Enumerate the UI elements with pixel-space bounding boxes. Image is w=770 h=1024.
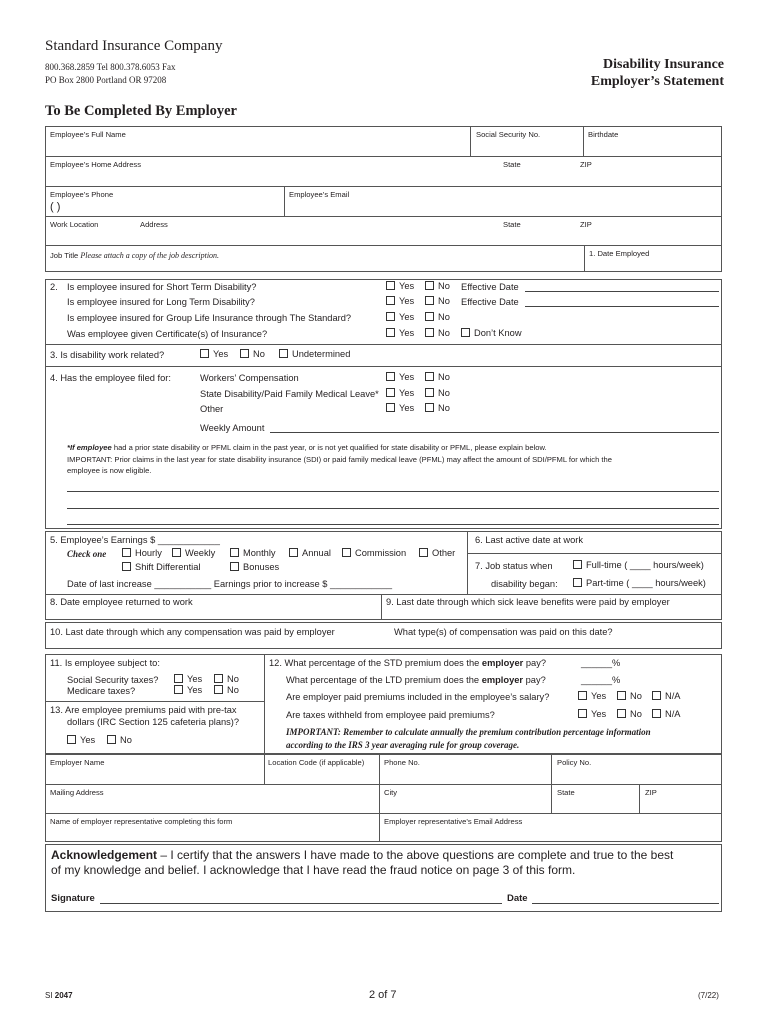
checkbox-icon xyxy=(386,372,395,381)
q11-ss-no[interactable]: No xyxy=(214,674,239,684)
q11-med-no[interactable]: No xyxy=(214,685,239,695)
representative-email-field[interactable]: Employer representative’s Email Address xyxy=(384,817,523,826)
q4-other-yes[interactable]: Yes xyxy=(386,403,414,413)
q12-incl-no[interactable]: No xyxy=(617,691,642,701)
q2-cert-dont-know[interactable]: Don’t Know xyxy=(461,328,522,338)
q2-ltd-effective-date[interactable]: Effective Date xyxy=(461,297,519,307)
form-title-1: Disability Insurance xyxy=(603,57,724,72)
q11-med-yes[interactable]: Yes xyxy=(174,685,202,695)
checkbox-icon xyxy=(174,674,183,683)
checkbox-icon xyxy=(419,548,428,557)
q7-job-status: 7. Job status when xyxy=(475,561,553,571)
q4-other: Other xyxy=(200,404,224,414)
checkbox-icon xyxy=(214,685,223,694)
q5-annual[interactable]: Annual xyxy=(289,548,331,558)
q4-workers-comp: Workers’ Compensation xyxy=(200,373,299,383)
q5-bonuses[interactable]: Bonuses xyxy=(230,562,279,572)
phone-field[interactable]: Employee’s Phone xyxy=(50,190,114,199)
q2-cert-question: Was employee given Certificate(s) of Insurance? xyxy=(67,329,268,339)
q2-life-no[interactable]: No xyxy=(425,312,450,322)
home-zip-field[interactable]: ZIP xyxy=(580,160,592,169)
checkbox-icon xyxy=(573,578,582,587)
page-number: 2 of 7 xyxy=(369,989,397,1001)
q3-undetermined[interactable]: Undetermined xyxy=(279,349,350,359)
checkbox-icon xyxy=(174,685,183,694)
employer-name-field[interactable]: Employer Name xyxy=(50,758,105,767)
q7-disability-began: disability began: xyxy=(491,579,558,589)
full-name-field[interactable]: Employee’s Full Name xyxy=(50,130,126,139)
q12-included-salary: Are employer paid premiums included in the employee’s salary? xyxy=(286,692,550,702)
checkbox-icon xyxy=(617,691,626,700)
checkbox-icon xyxy=(578,691,587,700)
q4-wc-yes[interactable]: Yes xyxy=(386,372,414,382)
checkbox-icon xyxy=(386,296,395,305)
q12-ltd-percentage: What percentage of the LTD premium does the employer pay? xyxy=(286,675,546,685)
q12-tax-na[interactable]: N/A xyxy=(652,709,681,719)
email-field[interactable]: Employee’s Email xyxy=(289,190,350,199)
checkbox-icon xyxy=(289,548,298,557)
date-employed-field[interactable]: 1. Date Employed xyxy=(589,249,650,258)
checkbox-icon xyxy=(200,349,209,358)
q2-std-effective-date[interactable]: Effective Date xyxy=(461,282,519,292)
phone-area-code: ( ) xyxy=(50,201,61,213)
checkbox-icon xyxy=(617,709,626,718)
q12-incl-yes[interactable]: Yes xyxy=(578,691,606,701)
q11-social-security: Social Security taxes? xyxy=(67,675,159,685)
q4-question: 4. Has the employee filed for: xyxy=(50,373,171,383)
work-location-field[interactable]: Work Location xyxy=(50,220,99,229)
form-number: SI 2047 xyxy=(45,991,73,1000)
q2-life-question: Is employee insured for Group Life Insurance through The Standard? xyxy=(67,313,352,323)
q2-ltd-yes[interactable]: Yes xyxy=(386,296,414,306)
checkbox-icon xyxy=(386,388,395,397)
job-title-field[interactable]: Job Title Please attach a copy of the job description. xyxy=(50,251,220,260)
company-phones: 800.368.2859 Tel 800.378.6053 Fax xyxy=(45,62,176,72)
q5-last-increase[interactable]: Date of last increase ___________ Earnings prior to increase $ ____________ xyxy=(67,579,393,589)
acknowledgement-text-1: Acknowledgement – I certify that the answers I have made to the above questions are complete and true to the best xyxy=(51,848,674,862)
q3-question: 3. Is disability work related? xyxy=(50,350,165,360)
q2-life-yes[interactable]: Yes xyxy=(386,312,414,322)
q13-question-2: dollars (IRC Section 125 cafeteria plans)? xyxy=(67,717,240,727)
q3-yes[interactable]: Yes xyxy=(200,349,228,359)
company-name: Standard Insurance Company xyxy=(45,38,223,54)
q5-shift-differential[interactable]: Shift Differential xyxy=(122,562,200,572)
q12-important-1: IMPORTANT: Remember to calculate annually the premium contribution percentage information xyxy=(286,727,651,737)
signature-line[interactable] xyxy=(100,903,502,904)
q5-check-one: Check one xyxy=(67,549,107,559)
checkbox-icon xyxy=(230,562,239,571)
checkbox-icon xyxy=(425,328,434,337)
date-line[interactable] xyxy=(532,903,719,904)
checkbox-icon xyxy=(107,735,116,744)
checkbox-icon xyxy=(425,281,434,290)
q4-sdi-yes[interactable]: Yes xyxy=(386,388,414,398)
q5-hourly[interactable]: Hourly xyxy=(122,548,162,558)
q2-std-question: Is employee insured for Short Term Disability? xyxy=(67,282,257,292)
employer-zip-field[interactable]: ZIP xyxy=(645,788,657,797)
mailing-address-field[interactable]: Mailing Address xyxy=(50,788,104,797)
checkbox-icon xyxy=(230,548,239,557)
q5-commission[interactable]: Commission xyxy=(342,548,406,558)
representative-name-field[interactable]: Name of employer representative completing this form xyxy=(50,817,233,826)
q2-cert-yes[interactable]: Yes xyxy=(386,328,414,338)
q4-other-no[interactable]: No xyxy=(425,403,450,413)
employer-state-field[interactable]: State xyxy=(557,788,575,797)
checkbox-icon xyxy=(652,709,661,718)
form-version: (7/22) xyxy=(698,991,719,1000)
q12-important-2: according to the IRS 3 year averaging rule for group coverage. xyxy=(286,740,520,750)
q4-wc-no[interactable]: No xyxy=(425,372,450,382)
checkbox-icon xyxy=(425,388,434,397)
acknowledgement-text-2: of my knowledge and belief. I acknowledge that I have read the fraud notice on page 3 of this form. xyxy=(51,863,576,877)
q5-other[interactable]: Other xyxy=(419,548,455,558)
checkbox-icon xyxy=(240,349,249,358)
policy-number-field[interactable]: Policy No. xyxy=(557,758,592,767)
location-code-field[interactable]: Location Code (if applicable) xyxy=(268,758,365,767)
q12-incl-na[interactable]: N/A xyxy=(652,691,681,701)
checkbox-icon xyxy=(461,328,470,337)
q6-last-active-date[interactable]: 6. Last active date at work xyxy=(475,535,584,545)
checkbox-icon xyxy=(578,709,587,718)
ssn-field[interactable]: Social Security No. xyxy=(476,130,541,139)
q7-full-time[interactable]: Full-time ( ____ hours/week) xyxy=(573,560,704,570)
tax-questions-box xyxy=(45,654,722,754)
signature-label: Signature xyxy=(51,893,95,904)
section-title: To Be Completed By Employer xyxy=(45,103,237,119)
form-title-2: Employer’s Statement xyxy=(590,74,724,89)
explain-line[interactable] xyxy=(67,524,719,525)
q12-taxes-withheld: Are taxes withheld from employee paid premiums? xyxy=(286,710,495,720)
checkbox-icon xyxy=(342,548,351,557)
q11-question: 11. Is employee subject to: xyxy=(50,658,160,668)
q10-compensation-type[interactable]: What type(s) of compensation was paid on this date? xyxy=(394,627,613,637)
home-address-field[interactable]: Employee’s Home Address xyxy=(50,160,142,169)
q12-ltd-pct-field[interactable]: ______% xyxy=(581,675,621,685)
checkbox-icon xyxy=(425,372,434,381)
q12-std-pct-field[interactable]: ______% xyxy=(581,658,621,668)
checkbox-icon xyxy=(172,548,181,557)
q4-note-2: IMPORTANT: Prior claims in the last year for state disability insurance (SDI) or paid family medical leave (PFML) may affect the amount of SDI/PFML for which the xyxy=(67,455,612,464)
checkbox-icon xyxy=(214,674,223,683)
checkbox-icon xyxy=(386,281,395,290)
home-state-field[interactable]: State xyxy=(503,160,521,169)
work-address-field[interactable]: Address xyxy=(140,220,168,229)
q4-weekly-amount[interactable]: Weekly Amount xyxy=(200,423,265,433)
q9-sick-leave-date[interactable]: 9. Last date through which sick leave benefits were paid by employer xyxy=(386,597,670,607)
explain-line[interactable] xyxy=(67,491,719,492)
q5-earnings[interactable]: 5. Employee’s Earnings $ ____________ xyxy=(50,535,220,545)
q7-part-time[interactable]: Part-time ( ____ hours/week) xyxy=(573,578,706,588)
checkbox-icon xyxy=(573,560,582,569)
q5-weekly[interactable]: Weekly xyxy=(172,548,215,558)
checkbox-icon xyxy=(122,562,131,571)
checkbox-icon xyxy=(425,296,434,305)
checkbox-icon xyxy=(425,312,434,321)
city-field[interactable]: City xyxy=(384,788,398,797)
q11-ss-yes[interactable]: Yes xyxy=(174,674,202,684)
checkbox-icon xyxy=(279,349,288,358)
q13-question-1: 13. Are employee premiums paid with pre-tax xyxy=(50,705,237,715)
checkbox-icon xyxy=(122,548,131,557)
job-description-note: Please attach a copy of the job description. xyxy=(80,251,220,260)
q12-std-percentage: 12. What percentage of the STD premium does the employer pay? xyxy=(269,658,547,668)
q3-no[interactable]: No xyxy=(240,349,265,359)
q2-std-yes[interactable]: Yes xyxy=(386,281,414,291)
work-state-field[interactable]: State xyxy=(503,220,521,229)
q2-ltd-no[interactable]: No xyxy=(425,296,450,306)
checkbox-icon xyxy=(67,735,76,744)
q4-note-3: employee is now eligible. xyxy=(67,466,152,475)
q13-yes[interactable]: Yes xyxy=(67,735,95,745)
q2-number: 2. xyxy=(50,282,58,292)
employer-info-box xyxy=(45,754,722,842)
explain-line[interactable] xyxy=(67,508,719,509)
q4-note-1: *If employee had a prior state disability or PFML claim in the past year, or is not yet qualified for state disability or PFML, please explain below. xyxy=(67,443,547,452)
date-label: Date xyxy=(507,893,528,904)
q12-tax-yes[interactable]: Yes xyxy=(578,709,606,719)
work-zip-field[interactable]: ZIP xyxy=(580,220,592,229)
q4-sdi-pfml: State Disability/Paid Family Medical Leave* xyxy=(200,389,379,399)
checkbox-icon xyxy=(425,403,434,412)
employer-phone-field[interactable]: Phone No. xyxy=(384,758,420,767)
birthdate-field[interactable]: Birthdate xyxy=(588,130,619,139)
q2-std-no[interactable]: No xyxy=(425,281,450,291)
checkbox-icon xyxy=(386,312,395,321)
q8-returned-to-work[interactable]: 8. Date employee returned to work xyxy=(50,597,193,607)
company-address: PO Box 2800 Portland OR 97208 xyxy=(45,75,167,85)
checkbox-icon xyxy=(652,691,661,700)
q4-sdi-no[interactable]: No xyxy=(425,388,450,398)
q2-ltd-question: Is employee insured for Long Term Disability? xyxy=(67,297,255,307)
q2-cert-no[interactable]: No xyxy=(425,328,450,338)
q11-medicare: Medicare taxes? xyxy=(67,686,136,696)
q5-monthly[interactable]: Monthly xyxy=(230,548,276,558)
q10-last-compensation-date[interactable]: 10. Last date through which any compensation was paid by employer xyxy=(50,627,335,637)
checkbox-icon xyxy=(386,403,395,412)
q12-tax-no[interactable]: No xyxy=(617,709,642,719)
checkbox-icon xyxy=(386,328,395,337)
q13-no[interactable]: No xyxy=(107,735,132,745)
